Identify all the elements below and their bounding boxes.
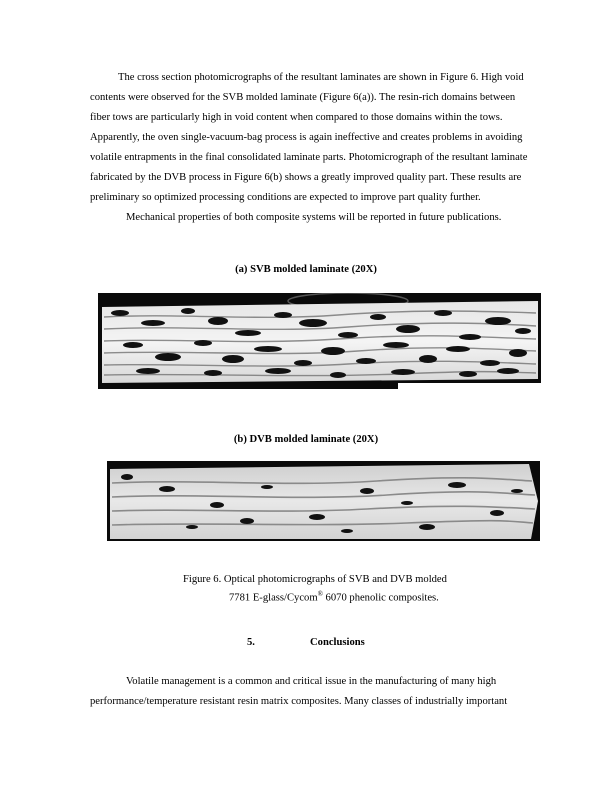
body-line: fiber tows are particularly high in void content when compared to those domains within the tows. — [90, 112, 503, 123]
body-line: The cross section photomicrographs of the resultant laminates are shown in Figure 6. High void — [118, 72, 524, 83]
body-line: volatile entrapments in the final consolidated laminate parts. Photomicrograph of the resultant laminate — [90, 152, 528, 163]
body-paragraph — [90, 68, 540, 228]
registered-mark: ® — [317, 590, 323, 598]
figure-caption — [183, 573, 447, 606]
svb-photomicrograph — [98, 293, 541, 389]
conclusions-line: performance/temperature resistant resin matrix composites. Many classes of industrially important — [90, 696, 508, 707]
caption-material-tail: 6070 phenolic composites. — [322, 592, 439, 604]
svb-photomicrograph-image — [98, 293, 541, 389]
figure-caption-line1: Figure 6. Optical photomicrographs of SVB and DVB molded — [183, 574, 447, 585]
section-title: Conclusions — [310, 637, 365, 648]
panel-b-label: (b) DVB molded laminate (20X) — [233, 434, 379, 445]
section-number: 5. — [247, 637, 255, 648]
mechanical-note: Mechanical properties of both composite systems will be reported in future publications. — [126, 212, 502, 223]
dvb-photomicrograph-image — [107, 461, 540, 541]
caption-material: 7781 E-glass/Cycom — [229, 592, 318, 604]
figure-caption-line2 — [183, 587, 447, 606]
body-line: contents were observed for the SVB molded laminate (Figure 6(a)). The resin-rich domains between — [90, 92, 516, 103]
body-line: preliminary so optimized processing conditions are expected to improve part quality further. — [90, 192, 481, 203]
panel-a-label: (a) SVB molded laminate (20X) — [235, 264, 377, 275]
conclusions-paragraph — [90, 672, 540, 712]
conclusions-line: Volatile management is a common and critical issue in the manufacturing of many high — [126, 676, 497, 687]
body-line: fabricated by the DVB process in Figure 6(b) shows a greatly improved quality part. These results are — [90, 172, 522, 183]
body-line: Apparently, the oven single-vacuum-bag process is again ineffective and creates problems in avoiding — [90, 132, 523, 143]
dvb-photomicrograph — [107, 461, 540, 541]
